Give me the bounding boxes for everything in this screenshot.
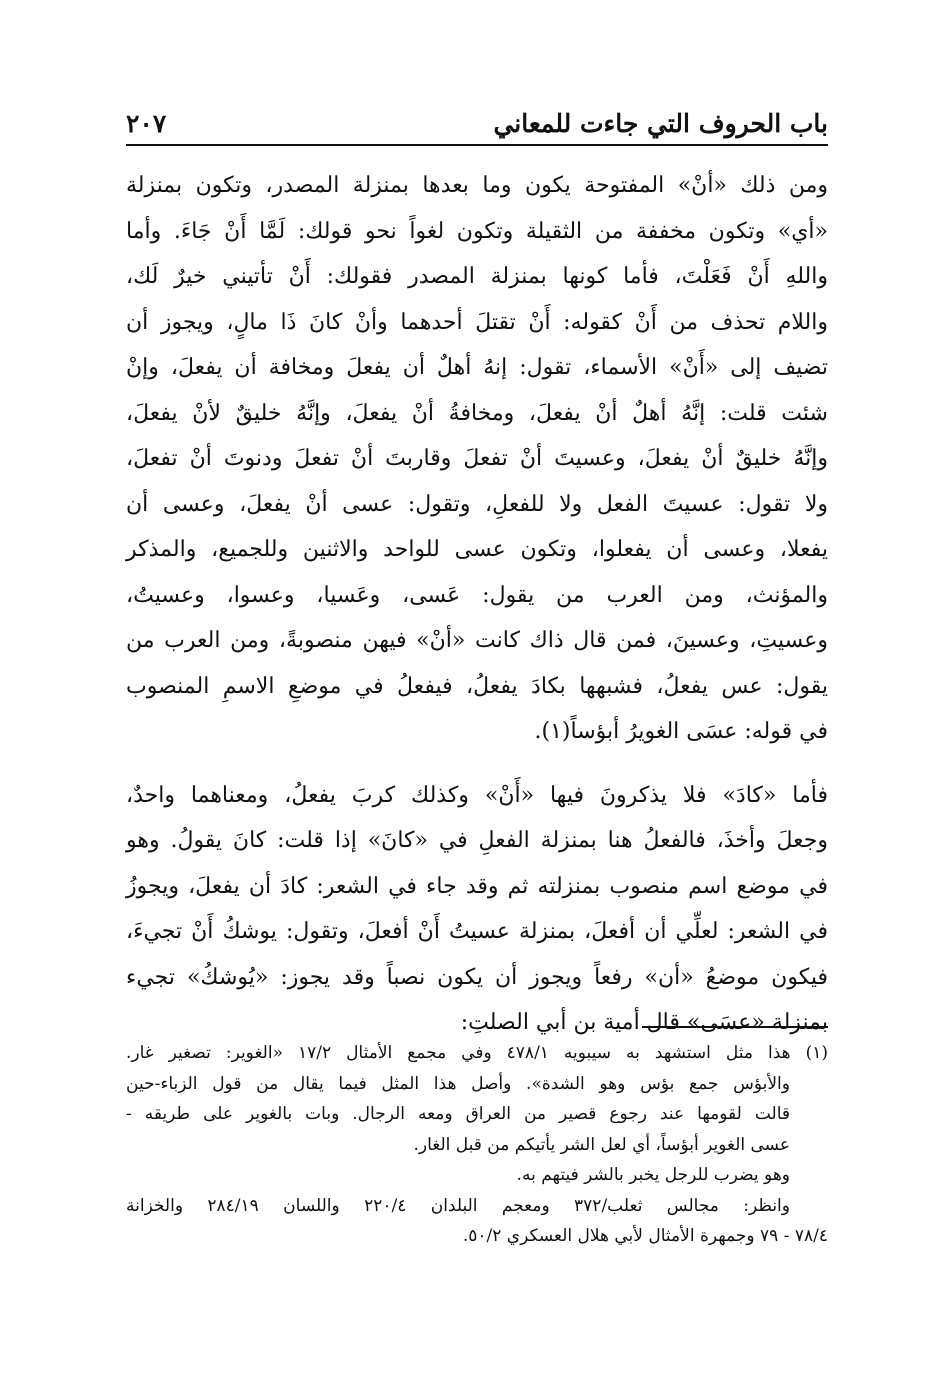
text-line: وعسيتِ، وعسينَ، فمن قال ذاك كانت «أنْ» فيهن منصوبةً، ومن العرب من: [126, 628, 828, 653]
footnotes: [126, 1038, 828, 1252]
text-line: ولا تقول: عسيتَ الفعل ولا للفعلِ، وتقول: عسى أنْ يفعلَ، وعسى أن: [126, 491, 828, 517]
page-number: ٢٠٧: [126, 109, 167, 138]
text-line: وإنَّهُ خليقٌ أنْ يفعلَ، وعسيتَ أنْ تفعلَ وقاربتَ أنْ تفعلَ ودنوتَ أنْ تفعلَ،: [126, 446, 828, 471]
main-text: [126, 163, 828, 1046]
text-line: وجعلَ وأخذَ، فالفعلُ هنا بمنزلة الفعلِ في «كانَ» إذا قلت: كانَ يقولُ. وهو: [126, 828, 828, 853]
footnote-line: عسى الغوير أبؤساً، أي لعل الشر يأتيكم من قبل الغار.: [413, 1134, 790, 1155]
footnote-line: قالت لقومها عند رجوع قصير من العراق ومعه الرجال. وبات بالغوير على طريقه -: [126, 1104, 790, 1124]
text-line: تضيف إلى «أَنْ» الأسماء، تقول: إنهُ أهلٌ أن يفعلَ ومخافة أن يفعلَ، وإنْ: [126, 355, 828, 380]
footnote-line: والأبؤس جمع بؤس وهو الشدة». وأصل هذا المثل فيما يقال من قول الزباء-حين: [126, 1073, 790, 1094]
page-header: [126, 100, 828, 146]
footnote-line: (١) هذا مثل استشهد به سيبويه ٤٧٨/١ وفي مجمع الأمثال ١٧/٢ «الغوير: تصغير غار.: [126, 1043, 828, 1063]
text-line: يقول: عس يفعلُ، فشبهها بكادَ يفعلُ، فيفعلُ في موضعِ الاسمِ المنصوب: [126, 673, 828, 699]
text-line: «أي» وتكون مخففة من الثقيلة وتكون لغواً نحو قولك: لَمَّا أَنْ جَاءَ. وأما: [126, 218, 828, 244]
text-line: في موضع اسم منصوب بمنزلته ثم وقد جاء في الشعر: كادَ أن يفعلَ، ويجوزُ: [126, 873, 828, 899]
text-line: واللام تحذف من أَنْ كقوله: أَنْ تقتلَ أحدهما وأنْ كانَ ذَا مالٍ، ويجوز أن: [126, 309, 828, 335]
footnote-line: وهو يضرب للرجل يخبر بالشر فيتهم به.: [516, 1165, 790, 1185]
text-line: والمؤنث، ومن العرب من يقول: عَسى، وعَسيا، وعسوا، وعسيتُ،: [126, 582, 828, 608]
text-line: فأما «كادَ» فلا يذكرونَ فيها «أَنْ» وكذلك كربَ يفعلُ، ومعناهما واحدٌ،: [126, 782, 828, 808]
text-line: في الشعر: لعلِّي أن أفعلَ، بمنزلة عسيتُ أَنْ أفعلَ، وتقول: يوشكُ أَنْ تجيءَ،: [126, 919, 828, 944]
text-line: فيكون موضعُ «أن» رفعاً ويجوز أن يكون نصباً وقد يجوز: «يُوشكُ» تجيء: [126, 964, 828, 990]
footnote-separator: [642, 1026, 828, 1028]
footnote-line: وانظر: مجالس ثعلب/٣٧٢ ومعجم البلدان ٢٢٠/٤ واللسان ٢٨٤/١٩ والخزانة: [126, 1195, 790, 1216]
running-title: باب الحروف التي جاءت للمعاني: [493, 109, 828, 138]
footnote-line: ٧٨/٤ - ٧٩ وجمهرة الأمثال لأبي هلال العسكري ٥٠/٢.: [462, 1226, 828, 1246]
paragraph-gap: [126, 755, 828, 773]
text-line: في قوله: عسَى الغويرُ أبؤساً(١).: [534, 719, 828, 744]
text-line: يفعلا، وعسى أن يفعلوا، وتكون عسى للواحد والاثنين وللجميع، والمذكر: [126, 537, 828, 562]
text-line: شئت قلت: إنَّهُ أهلٌ أنْ يفعلَ، ومخافةُ أنْ يفعلَ، وإنَّهُ خليقٌ لأنْ يفعلَ،: [126, 400, 828, 426]
text-line: ومن ذلك «أنْ» المفتوحة يكون وما بعدها بمنزلة المصدر، وتكون بمنزلة: [126, 173, 828, 198]
text-line: بمنزلة «عسَى» قال أمية بن أبي الصلتِ:: [460, 1010, 828, 1035]
text-line: واللهِ أَنْ فَعَلْتَ، فأما كونها بمنزلة المصدر فقولك: أَنْ تأتيني خيرٌ لَك،: [126, 264, 828, 289]
